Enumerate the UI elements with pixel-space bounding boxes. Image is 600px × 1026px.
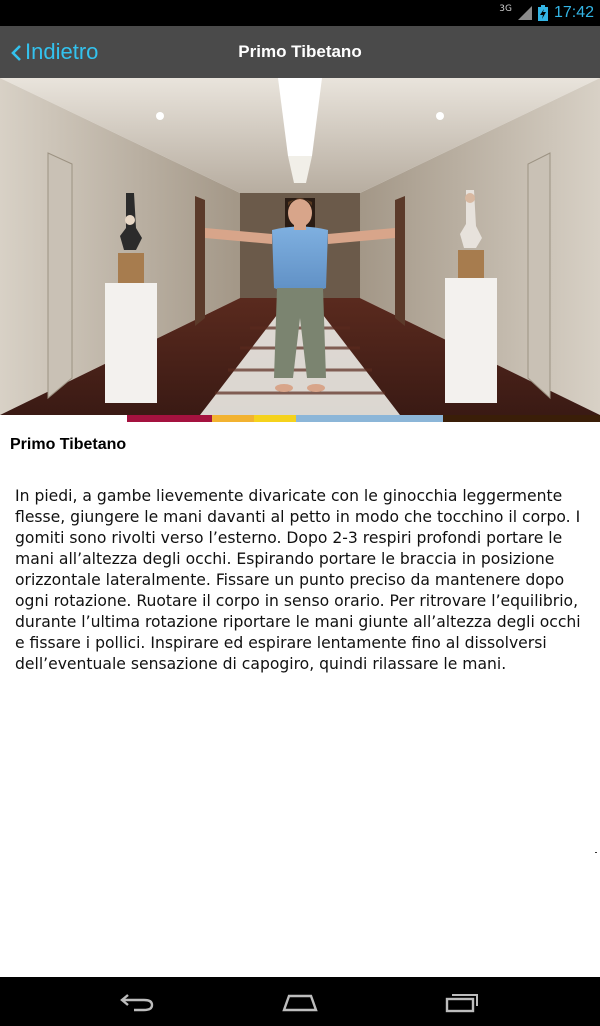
color-strip: [0, 415, 600, 422]
color-strip-segment: [127, 415, 212, 422]
page-title: Primo Tibetano: [238, 42, 362, 61]
back-icon: [120, 991, 156, 1013]
exercise-description: In piedi, a gambe lievemente divaricate con le ginocchia leggermente flesse, giungere le mani davanti al petto in modo che tocchino il corpo. I gomiti sono rivolti verso l’esterno. Dopo 2-3 respiri profondi portare le mani all’altezza degli occhi. Espirando portare le braccia in posizione orizzontale lateralmente. Fissare un punto preciso da mantenere dopo ogni rotazione. Ruotare il corpo in senso orario. Per ritrovare l’equilibrio, durante l’ultima rotazione riportare le mani giunte all’altezza degli occhi e fissare i pollici. Inspirare ed espirare lentamente fino al dissolversi dell’eventuale sensazione di capogiro, quindi rilassare le mani.: [15, 487, 581, 673]
back-button[interactable]: [10, 26, 98, 78]
nav-home-button[interactable]: [260, 977, 340, 1026]
exercise-title: Primo Tibetano: [10, 436, 127, 453]
clock: 17:42: [553, 4, 594, 21]
status-indicators: [499, 0, 594, 26]
back-button-label: Indietro: [25, 39, 99, 64]
battery-charging-icon: [538, 5, 548, 21]
status-bar: [0, 0, 600, 26]
nav-back-button[interactable]: [98, 977, 178, 1026]
color-strip-segment: [0, 415, 127, 422]
color-strip-segment: [212, 415, 254, 422]
action-bar: [0, 26, 600, 78]
divider-dot: [595, 852, 597, 853]
chevron-left-icon: [10, 43, 22, 61]
exercise-photo: [0, 78, 600, 415]
network-type-label: 3G: [499, 4, 512, 14]
color-strip-segment: [254, 415, 296, 422]
color-strip-segment: [296, 415, 443, 422]
signal-icon: [518, 6, 532, 20]
color-strip-segment: [443, 415, 600, 422]
nav-recents-button[interactable]: [422, 977, 502, 1026]
recent-apps-icon: [444, 991, 480, 1013]
system-nav-bar: [0, 977, 600, 1026]
home-icon: [281, 991, 319, 1013]
